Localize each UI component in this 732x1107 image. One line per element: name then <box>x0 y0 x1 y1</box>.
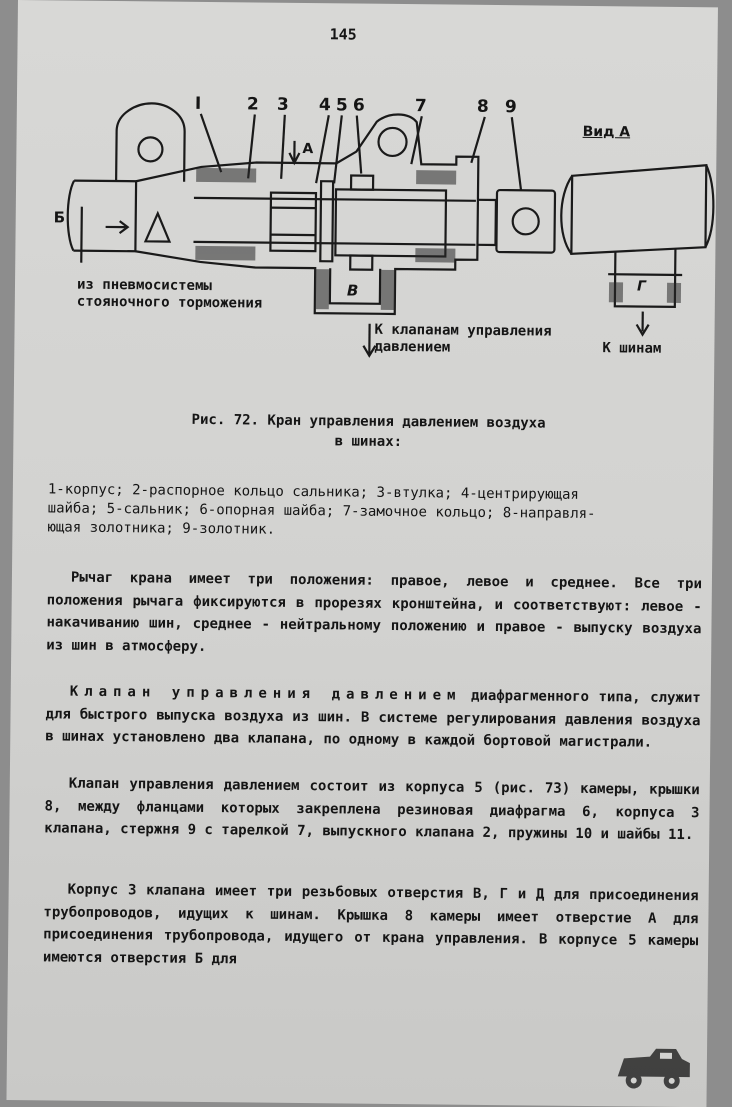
view-a-label: Вид А <box>582 123 631 141</box>
truck-stamp-icon <box>610 1036 695 1097</box>
page-number: 145 <box>329 25 357 44</box>
valves-note: К клапанам управления давлением <box>374 321 552 356</box>
figure-caption: Рис. 72. Кран управления давлением воздуха в шинах: <box>191 411 546 451</box>
callout-3: 3 <box>276 94 289 115</box>
valve-drawing <box>14 0 718 387</box>
letter-v: В <box>346 281 359 300</box>
callout-2: 2 <box>246 94 259 115</box>
paragraph-valve-composition: Клапан управления давлением состоит из корпуса 5 (рис. 73) камеры, крышки 8, между фланцами которых закреплена резиновая диафрагма 6, корпуса 3 клапана, стержня 9 с тарелкой 7, выпускного клапана 2, пружины 10 и шайбы 11. <box>44 775 700 844</box>
callout-4: 4 <box>318 95 331 116</box>
callout-9: 9 <box>504 97 517 118</box>
callout-6: 6 <box>352 95 365 116</box>
callout-1: I <box>194 93 202 114</box>
tires-note: К шинам <box>602 340 662 357</box>
figure-legend: 1-корпус; 2-распорное кольцо сальника; 3-втулка; 4-центрирующая шайба; 5-сальник; 6-опорная шайба; 7-замочное кольцо; 8-направля- ющая золотника; 9-золотник. <box>47 481 596 538</box>
source-note: из пневмосистемы стояночного торможения <box>76 276 263 312</box>
book-page <box>6 0 717 1107</box>
callout-7: 7 <box>414 96 427 117</box>
letter-g: Г <box>636 278 647 295</box>
paragraph-lever-positions: Рычаг крана имеет три положения: правое, левое и среднее. Все три положения рычага фиксируются в прорезях кронштейна, и соответствуют: левое - накачиванию шин, среднее - нейтральному положению и правое - выпуску воздуха из шин в атмосферу. <box>46 569 703 655</box>
callout-5: 5 <box>335 95 348 116</box>
callout-8: 8 <box>476 96 489 117</box>
section-heading: Клапан управления давлением <box>69 683 462 704</box>
paragraph-valve-body: Корпус 3 клапана имеет три резьбовых отверстия В, Г и Д для присоединения трубопроводов, идущих к шинам. Крышка 8 камеры имеет отверстие А для присоединения трубопровода, идущего от крана управления. В корпусе 5 камеры имеются отверстия Б для <box>42 881 699 967</box>
letter-a: А <box>302 140 314 158</box>
paragraph-pressure-valve: Клапан управления давлением диафрагменного типа, служит для быстрого выпуска воздуха из шин. В системе регулирования давления воздуха в шинах установлено два клапана, по одному в каждой бортовой магистрали. <box>45 683 701 751</box>
letter-b: Б <box>53 208 66 227</box>
